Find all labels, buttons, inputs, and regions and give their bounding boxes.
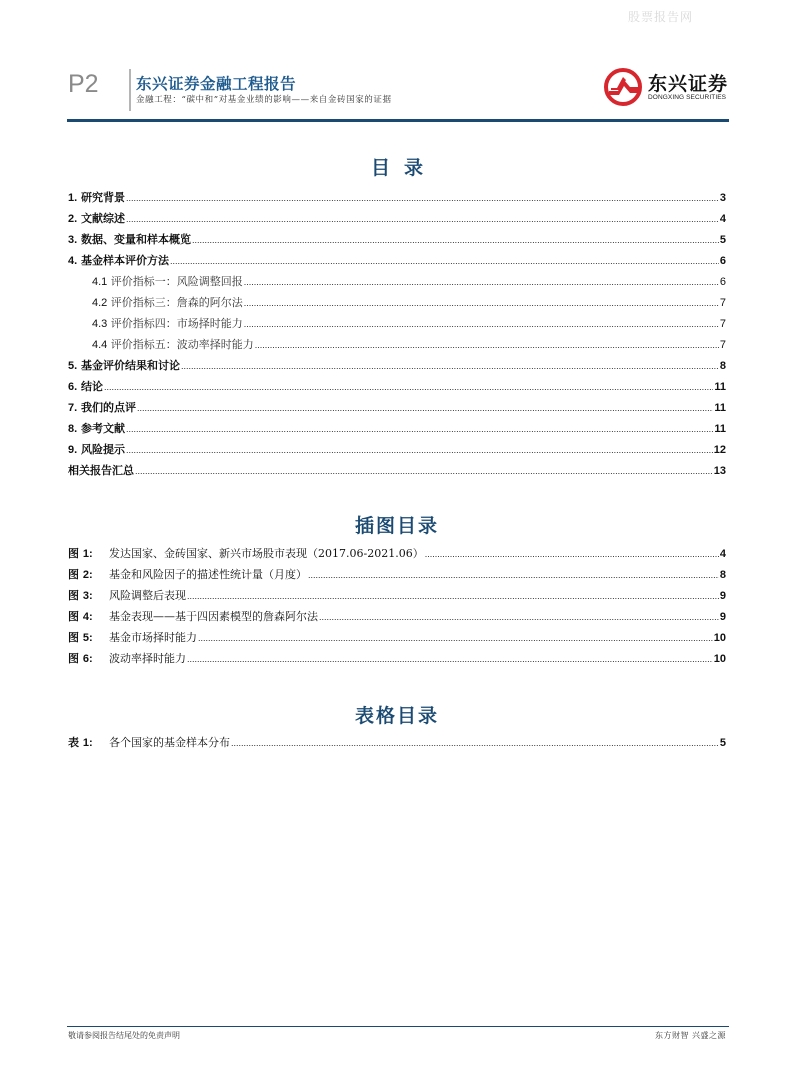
toc-entry-number: 2.	[68, 213, 78, 225]
entry-label	[68, 566, 307, 582]
toc-entry-text: 相关报告汇总	[68, 464, 134, 477]
toc-entry[interactable]	[68, 462, 726, 483]
toc-entry-page: 7	[719, 297, 726, 309]
toc-entry-page: 6	[719, 255, 726, 267]
entry-label	[68, 734, 230, 750]
toc-entry-number: 4.4	[92, 339, 108, 351]
toc-entry-page: 7	[719, 339, 726, 351]
toc-entry-number: 4.1	[92, 276, 108, 288]
toc-entry-label	[68, 420, 125, 436]
dot-leader	[104, 382, 713, 392]
toc-entry-text: 结论	[81, 380, 104, 393]
toc-entry-number: 5.	[68, 360, 78, 372]
logo-chinese-name: 东兴证券	[648, 72, 729, 95]
entry-prefix-number: 5:	[82, 632, 93, 644]
toc-title: 目录	[370, 157, 437, 179]
dot-leader	[255, 340, 719, 350]
entry-prefix-word: 图	[68, 610, 79, 623]
toc-entry-text: 评价指标三：詹森的阿尔法	[110, 296, 243, 309]
toc-entry-label	[92, 315, 243, 331]
dot-leader	[319, 612, 719, 622]
toc-entry-label	[68, 399, 136, 415]
entry-text: 各个国家的基金样本分布	[109, 736, 230, 749]
logo-english-name: DONGXING SECURITIES	[648, 93, 727, 101]
toc-entry-number: 6.	[68, 381, 78, 393]
toc-entry-label	[92, 273, 243, 289]
toc-entry-text: 评价指标四：市场择时能力	[110, 317, 243, 330]
figure-entry[interactable]	[68, 608, 726, 629]
toc-entry-label	[68, 231, 191, 247]
figure-entry[interactable]	[68, 629, 726, 650]
toc-entry[interactable]	[68, 441, 726, 462]
toc-entry-text: 评价指标一：风险调整回报	[110, 275, 243, 288]
entry-prefix	[68, 608, 109, 624]
entry-prefix-number: 1:	[82, 737, 93, 749]
entry-prefix-word: 图	[68, 547, 79, 560]
toc-entry-text: 我们的点评	[81, 401, 137, 414]
entry-prefix	[68, 545, 109, 561]
footer-disclaimer: 敬请参阅报告结尾处的免责声明	[68, 1031, 180, 1040]
toc-entry-number: 4.	[68, 255, 78, 267]
toc-entry-text: 评价指标五：波动率择时能力	[110, 338, 254, 351]
dot-leader	[187, 591, 719, 601]
toc-entry[interactable]	[68, 252, 726, 273]
dot-leader	[244, 298, 719, 308]
entry-prefix-word: 图	[68, 589, 79, 602]
dot-leader	[198, 633, 713, 643]
entry-prefix-number: 3:	[82, 590, 93, 602]
toc-entry[interactable]	[68, 378, 726, 399]
toc-entry-label	[68, 441, 125, 457]
footer-rule	[67, 1026, 729, 1027]
toc-entry-label	[92, 336, 254, 352]
entry-prefix	[68, 566, 109, 582]
toc-entry-page: 5	[719, 234, 726, 246]
toc-entry[interactable]	[68, 336, 726, 357]
dot-leader	[126, 424, 713, 434]
entry-prefix-number: 2:	[82, 569, 93, 581]
entry-page: 5	[719, 737, 726, 749]
tables-list	[68, 734, 726, 755]
toc-entry-number: 9.	[68, 444, 78, 456]
entry-prefix-number: 6:	[82, 653, 93, 665]
dot-leader	[244, 277, 719, 287]
toc-entry-page: 7	[719, 318, 726, 330]
entry-text: 风险调整后表现	[109, 589, 186, 602]
entry-prefix-word: 图	[68, 652, 79, 665]
dot-leader	[126, 193, 719, 203]
toc-list	[68, 189, 726, 483]
toc-entry-page: 8	[719, 360, 726, 372]
toc-entry-page: 11	[714, 402, 726, 414]
entry-text: 发达国家、金砖国家、新兴市场股市表现（2017.06-2021.06）	[109, 547, 424, 560]
entry-prefix-word: 图	[68, 631, 79, 644]
figures-title: 插图目录	[354, 515, 439, 537]
toc-entry[interactable]	[68, 420, 726, 441]
toc-entry[interactable]	[68, 189, 726, 210]
dot-leader	[425, 549, 719, 559]
dot-leader	[308, 570, 719, 580]
header-rule	[67, 119, 729, 122]
logo-emblem-icon	[603, 67, 643, 107]
toc-entry-label	[68, 210, 125, 226]
dot-leader	[244, 319, 719, 329]
entry-prefix-number: 1:	[82, 548, 93, 560]
table-entry[interactable]	[68, 734, 726, 755]
figures-list	[68, 545, 726, 671]
toc-entry-label	[68, 462, 134, 478]
watermark: 股票报告网	[628, 10, 694, 24]
figure-entry[interactable]	[68, 650, 726, 671]
dot-leader	[135, 466, 713, 476]
toc-entry[interactable]	[68, 294, 726, 315]
toc-entry-text: 参考文献	[81, 422, 126, 435]
entry-label	[68, 629, 197, 645]
footer-slogan: 东方财智 兴盛之源	[654, 1031, 726, 1040]
entry-prefix-number: 4:	[82, 611, 93, 623]
entry-prefix	[68, 587, 109, 603]
toc-entry-number: 4.2	[92, 297, 108, 309]
report-series-title: 东兴证券金融工程报告	[136, 75, 297, 93]
toc-entry[interactable]	[68, 399, 726, 420]
toc-entry-number: 4.3	[92, 318, 108, 330]
entry-label	[68, 650, 186, 666]
toc-entry-page: 12	[713, 444, 726, 456]
toc-entry-label	[68, 252, 169, 268]
dot-leader	[126, 214, 719, 224]
toc-entry-number: 3.	[68, 234, 78, 246]
toc-entry-label	[68, 378, 103, 394]
entry-label	[68, 587, 186, 603]
toc-entry-text: 文献综述	[81, 212, 126, 225]
toc-entry[interactable]	[68, 315, 726, 336]
dot-leader	[137, 403, 713, 413]
company-logo	[603, 67, 728, 107]
header-divider	[129, 69, 131, 111]
entry-text: 波动率择时能力	[109, 652, 186, 665]
entry-label	[68, 545, 424, 561]
toc-entry-text: 基金评价结果和讨论	[81, 359, 181, 372]
entry-text: 基金市场择时能力	[109, 631, 197, 644]
toc-entry-page: 3	[719, 192, 726, 204]
figure-entry[interactable]	[68, 566, 726, 587]
tables-title: 表格目录	[354, 705, 439, 727]
toc-entry-text: 数据、变量和样本概览	[81, 233, 192, 246]
entry-text: 基金表现——基于四因素模型的詹森阿尔法	[109, 610, 318, 623]
figure-entry[interactable]	[68, 545, 726, 566]
toc-entry-page: 13	[713, 465, 726, 477]
entry-text: 基金和风险因子的描述性统计量（月度）	[109, 568, 307, 581]
dot-leader	[187, 654, 713, 664]
entry-page: 9	[719, 611, 726, 623]
toc-entry-page: 4	[719, 213, 726, 225]
entry-page: 9	[719, 590, 726, 602]
entry-page: 10	[713, 653, 726, 665]
toc-entry-label	[68, 189, 125, 205]
entry-label	[68, 608, 318, 624]
dot-leader	[126, 445, 713, 455]
entry-page: 4	[719, 548, 726, 560]
figure-entry[interactable]	[68, 587, 726, 608]
entry-prefix	[68, 734, 109, 750]
dot-leader	[192, 235, 719, 245]
toc-entry-label	[68, 357, 180, 373]
dot-leader	[170, 256, 719, 266]
entry-page: 8	[719, 569, 726, 581]
toc-entry-number: 1.	[68, 192, 78, 204]
toc-entry-number: 8.	[68, 423, 78, 435]
entry-prefix-word: 图	[68, 568, 79, 581]
entry-prefix-word: 表	[68, 736, 79, 749]
toc-entry[interactable]	[68, 273, 726, 294]
toc-entry[interactable]	[68, 357, 726, 378]
toc-entry-text: 风险提示	[81, 443, 126, 456]
dot-leader	[181, 361, 719, 371]
toc-entry-page: 11	[714, 381, 726, 393]
page-number: P2	[68, 70, 99, 98]
toc-entry[interactable]	[68, 210, 726, 231]
entry-prefix	[68, 629, 109, 645]
toc-entry-text: 基金样本评价方法	[81, 254, 170, 267]
toc-entry[interactable]	[68, 231, 726, 252]
entry-page: 10	[713, 632, 726, 644]
toc-entry-page: 6	[719, 276, 726, 288]
toc-entry-page: 11	[714, 423, 726, 435]
toc-entry-number: 7.	[68, 402, 78, 414]
toc-entry-label	[92, 294, 243, 310]
toc-entry-text: 研究背景	[81, 191, 126, 204]
report-subtitle: 金融工程：“碳中和”对基金业绩的影响——来自金砖国家的证据	[136, 95, 392, 105]
dot-leader	[231, 738, 719, 748]
entry-prefix	[68, 650, 109, 666]
